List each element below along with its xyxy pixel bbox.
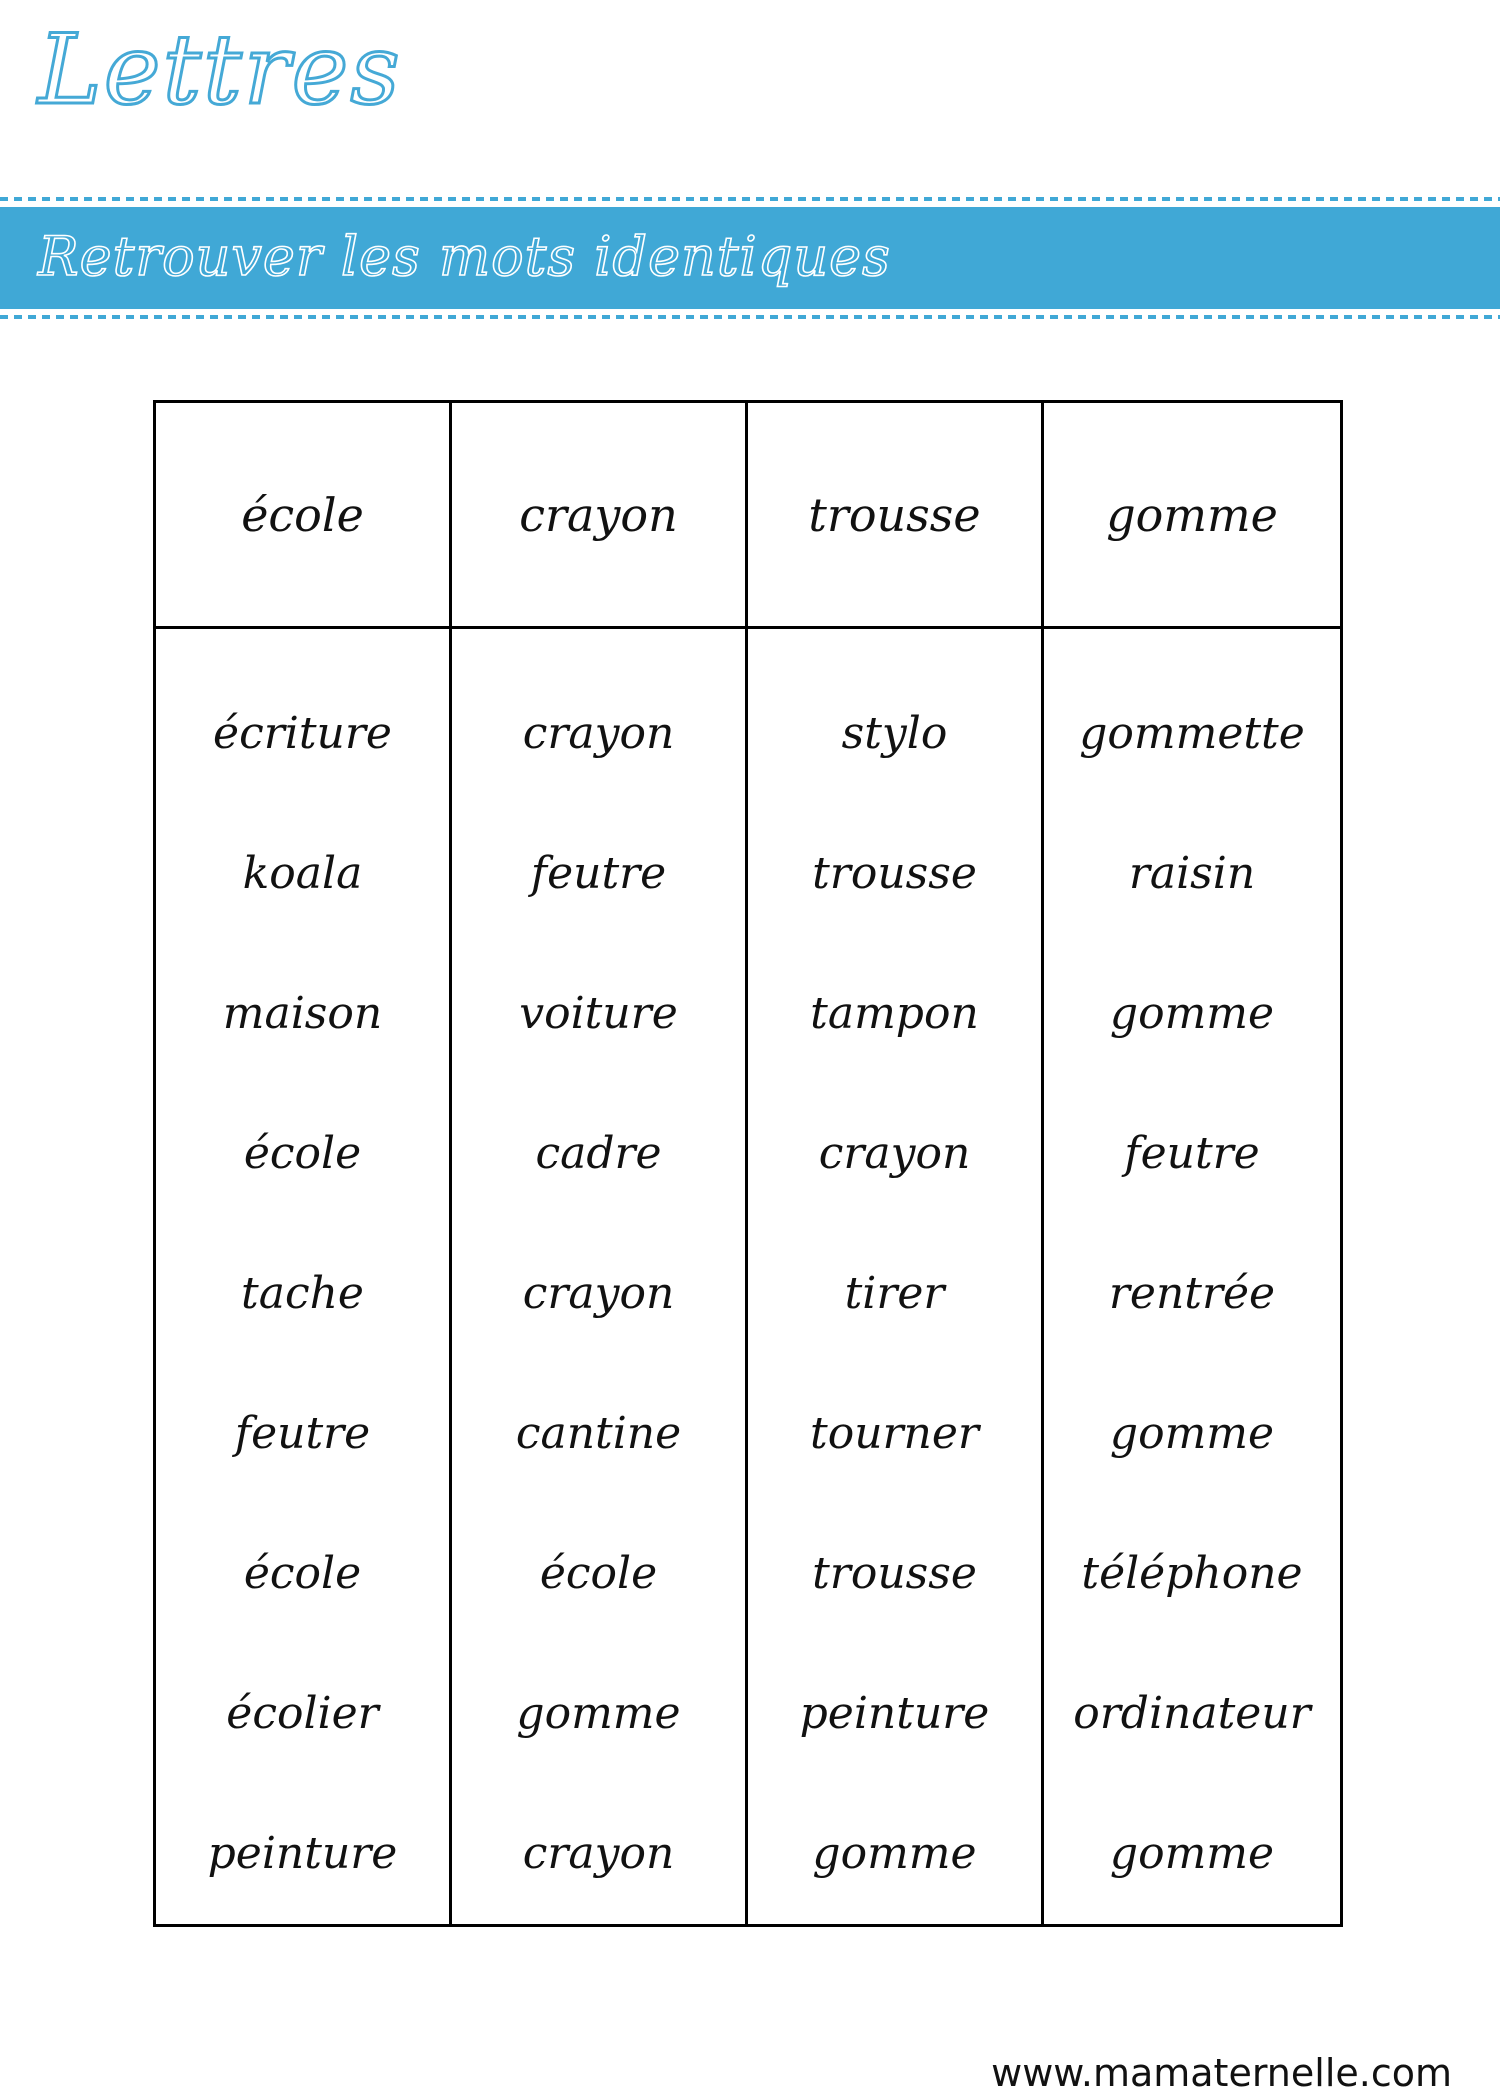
column-words-3 bbox=[748, 629, 1044, 1924]
word-cell[interactable]: gomme bbox=[1109, 1408, 1275, 1459]
word-cell[interactable]: tampon bbox=[810, 988, 979, 1039]
word-cell[interactable]: maison bbox=[222, 988, 383, 1039]
header-word: gomme bbox=[1106, 487, 1278, 542]
word-cell[interactable]: stylo bbox=[841, 708, 948, 759]
column-header-4 bbox=[1044, 403, 1340, 629]
word-cell[interactable]: tache bbox=[241, 1268, 364, 1319]
word-cell[interactable]: ordinateur bbox=[1073, 1688, 1311, 1739]
word-cell[interactable]: crayon bbox=[522, 708, 675, 759]
word-cell[interactable]: trousse bbox=[812, 848, 977, 899]
footer-url: www.mamaternelle.com bbox=[991, 2051, 1452, 2095]
header-word: école bbox=[241, 487, 364, 542]
word-cell[interactable]: crayon bbox=[522, 1828, 675, 1879]
word-cell[interactable]: feutre bbox=[1124, 1128, 1260, 1179]
header-word: trousse bbox=[808, 487, 981, 542]
word-cell[interactable]: cantine bbox=[515, 1408, 682, 1459]
header-word: crayon bbox=[519, 487, 678, 542]
word-cell[interactable]: raisin bbox=[1128, 848, 1256, 899]
word-table bbox=[153, 400, 1343, 1927]
word-cell[interactable]: koala bbox=[242, 848, 363, 899]
word-cell[interactable]: crayon bbox=[818, 1128, 971, 1179]
word-cell[interactable]: gommette bbox=[1079, 708, 1305, 759]
word-cell[interactable]: peinture bbox=[799, 1688, 990, 1739]
word-cell[interactable]: gomme bbox=[1109, 988, 1275, 1039]
column-header-2 bbox=[452, 403, 748, 629]
word-cell[interactable]: téléphone bbox=[1081, 1548, 1303, 1599]
word-cell[interactable]: écolier bbox=[226, 1688, 379, 1739]
word-cell[interactable]: tirer bbox=[844, 1268, 945, 1319]
instruction-banner bbox=[0, 207, 1500, 309]
column-words-1 bbox=[156, 629, 452, 1924]
column-words-2 bbox=[452, 629, 748, 1924]
word-cell[interactable]: voiture bbox=[519, 988, 678, 1039]
page-title: Lettres bbox=[38, 14, 402, 126]
word-cell[interactable]: école bbox=[243, 1548, 362, 1599]
word-cell[interactable]: crayon bbox=[522, 1268, 675, 1319]
word-cell[interactable]: tourner bbox=[810, 1408, 979, 1459]
word-cell[interactable]: gomme bbox=[812, 1828, 977, 1879]
word-cell[interactable]: rentrée bbox=[1108, 1268, 1276, 1319]
column-words-4 bbox=[1044, 629, 1340, 1924]
word-cell[interactable]: gomme bbox=[1109, 1828, 1275, 1879]
word-cell[interactable]: peinture bbox=[207, 1828, 398, 1879]
word-cell[interactable]: école bbox=[539, 1548, 658, 1599]
column-header-1 bbox=[156, 403, 452, 629]
instruction-text: Retrouver les mots identiques bbox=[38, 225, 891, 288]
word-cell[interactable]: écriture bbox=[213, 708, 392, 759]
word-cell[interactable]: gomme bbox=[516, 1688, 681, 1739]
word-cell[interactable]: feutre bbox=[234, 1408, 371, 1459]
word-cell[interactable]: trousse bbox=[812, 1548, 977, 1599]
word-cell[interactable]: cadre bbox=[535, 1128, 662, 1179]
word-cell[interactable]: école bbox=[243, 1128, 362, 1179]
column-header-3 bbox=[748, 403, 1044, 629]
word-cell[interactable]: feutre bbox=[530, 848, 667, 899]
